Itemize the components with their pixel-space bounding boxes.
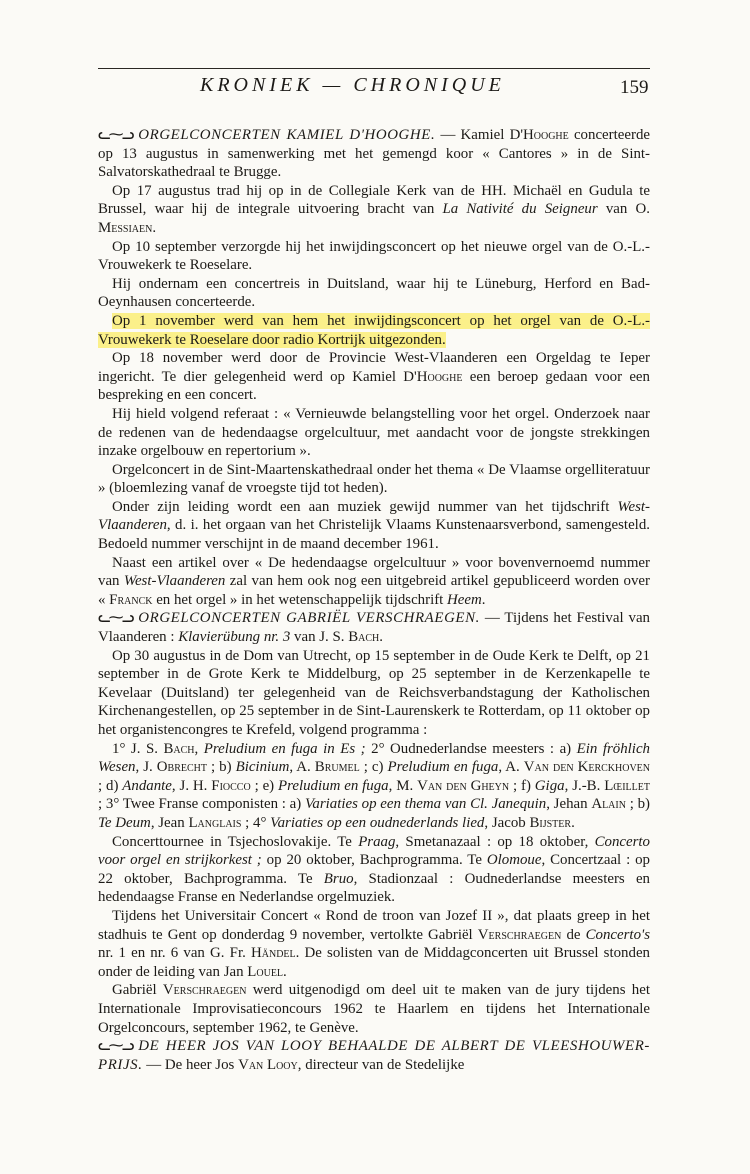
paragraph: Hij ondernam een concertreis in Duitsland, waar hij te Lüneburg, Herford en Bad-Oeynhausen concerteerde. [98,275,650,311]
section1-title: ORGELCONCERTEN KAMIEL D'HOOGHE. [138,127,436,143]
section1-lead: ᓚ⁓ᓗ ORGELCONCERTEN KAMIEL D'HOOGHE. — Kamiel D'Hooghe concerteerde op 13 augustus in samenwerking met het gemengd koor « Cantores » in de Sint-Salvatorskathedraal te Brugge. [98,127,650,181]
ornament-icon: ᓚ⁓ᓗ [98,610,133,627]
paragraph: Tijdens het Universitair Concert « Rond de troon van Jozef II », dat plaats greep in het stadhuis te Gent op donderdag 9 november, vertolkte Gabriël Verschraegen de Concerto's nr. 1 en nr. 6 van G. Fr. Händel. De solisten van de Middagconcerten uit Brussel stonden onder de leiding van Jan Louel. [98,907,651,980]
section2-title: ORGELCONCERTEN GABRIËL VERSCHRAEGEN. [138,610,480,627]
paragraph: Onder zijn leiding wordt een aan muziek gewijd nummer van het tijdschrift West-Vlaanderen, d. i. het orgaan van het Christelijk Vlaams Kunstenaarsverbond, samengesteld. Bedoeld nummer verschijnt in de maand december 1961. [98,498,650,553]
paragraph: Gabriël Verschraegen werd uitgenodigd om deel uit te maken van de jury tijdens het Internationale Improvisatieconcours 1962 te Haarlem en tijdens het Internationale Orgelconcours, september 1962, te Genève. [98,982,650,1036]
highlight: Op 1 november werd van hem het inwijdingsconcert op het orgel van de O.-L.-Vrouwekerk te Roeselare door radio Kortrijk uitgezonden. [98,312,650,348]
paragraph: Concerttournee in Tsjechoslovakije. Te Praag, Smetanazaal : op 18 oktober, Concerto voor orgel en strijkorkest ; op 20 oktober, Bachprogramma. Te Olomoue, Concertzaal : op 22 oktober, Bachprogramma. Te Bruo, Stadionzaal : Oudnederlandse meesters en hedendaagse Franse en Nederlandse orgelmuziek. [98,833,650,906]
paragraph: Orgelconcert in de Sint-Maartenskathedraal onder het thema « De Vlaamse orgelliteratuur » (bloemlezing vanaf de vroegste tijd tot heden). [98,461,650,497]
article-body [98,126,650,1074]
program-list: 1° J. S. Bach, Preludium en fuga in Es ; 2° Oudnederlandse meesters : a) Ein fröhlich Wesen, J. Obrecht ; b) Bicinium, A. Brumel ; c) Preludium en fuga, A. Van den Kerckhoven ; d) Andante, J. H. Fiocco ; e) Preludium en fuga, M. Van den Gheyn ; f) Giga, J.-B. Lœillet ; 3° Twee Franse componisten : a) Variaties op een thema van Cl. Janequin, Jehan Alain ; b) Te Deum, Jean Langlais ; 4° Variaties op een oudnederlands lied, Jacob Bijster. [98,740,651,831]
paragraph: Op 10 september verzorgde hij het inwijdingsconcert op het nieuwe orgel van de O.-L.-Vrouwekerk te Roeselare. [98,238,650,274]
paragraph: Hij hield volgend referaat : « Vernieuwde belangstelling voor het orgel. Onderzoek naar de redenen van de hedendaagse orgelcultuur, met aandacht voor de jongste strekkingen inzake orgelbouw en repertorium ». [98,405,650,460]
running-header: KRONIEK — CHRONIQUE [200,74,505,96]
ornament-icon: ᓚ⁓ᓗ [98,127,133,143]
highlighted-paragraph [98,312,650,349]
section2-lead: ᓚ⁓ᓗ ORGELCONCERTEN GABRIËL VERSCHRAEGEN. — Tijdens het Festival van Vlaanderen : Klavierübung nr. 3 van J. S. Bach. [98,610,650,646]
page-number: 159 [620,77,649,98]
header-rule [98,68,650,69]
section3-lead: ᓚ⁓ᓗ DE HEER JOS VAN LOOY BEHAALDE DE ALBERT DE VLEESHOUWER-PRIJS. — De heer Jos Van Looy, directeur van de Stedelijke [98,1038,650,1073]
paragraph: Op 17 augustus trad hij op in de Collegiale Kerk van de HH. Michaël en Gudula te Brussel, waar hij de integrale uitvoering bracht van La Nativité du Seigneur van O. Messiaen. [98,182,650,236]
paragraph: Op 30 augustus in de Dom van Utrecht, op 15 september in de Oude Kerk te Delft, op 21 september in de Grote Kerk te Middelburg, op 25 september in de Kerzenkapelle te Kevelaar (Duitsland) ter gelegenheid van de Reichsverbandstagung der Katholischen Kirchenangestellen, op 25 september in de Sint-Laurenskerk te Rotterdam, op 11 oktober op het organistencongres te Krefeld, volgend programma : [98,647,650,738]
ornament-icon: ᓚ⁓ᓗ [98,1038,133,1055]
section3-title: DE HEER JOS VAN LOOY BEHAALDE DE ALBERT DE VLEESHOUWER-PRIJS. [98,1038,650,1073]
paragraph: Naast een artikel over « De hedendaagse orgelcultuur » voor bovenvernoemd nummer van West-Vlaanderen zal van hem ook nog een uitgebreid artikel gepubliceerd worden over « Franck en het orgel » in het wetenschappelijk tijdschrift Heem. [98,554,650,608]
paragraph: Op 18 november werd door de Provincie West-Vlaanderen een Orgeldag te Ieper ingericht. Te dier gelegenheid werd op Kamiel D'Hooghe een beroep gedaan voor een bespreking en een concert. [98,350,650,404]
